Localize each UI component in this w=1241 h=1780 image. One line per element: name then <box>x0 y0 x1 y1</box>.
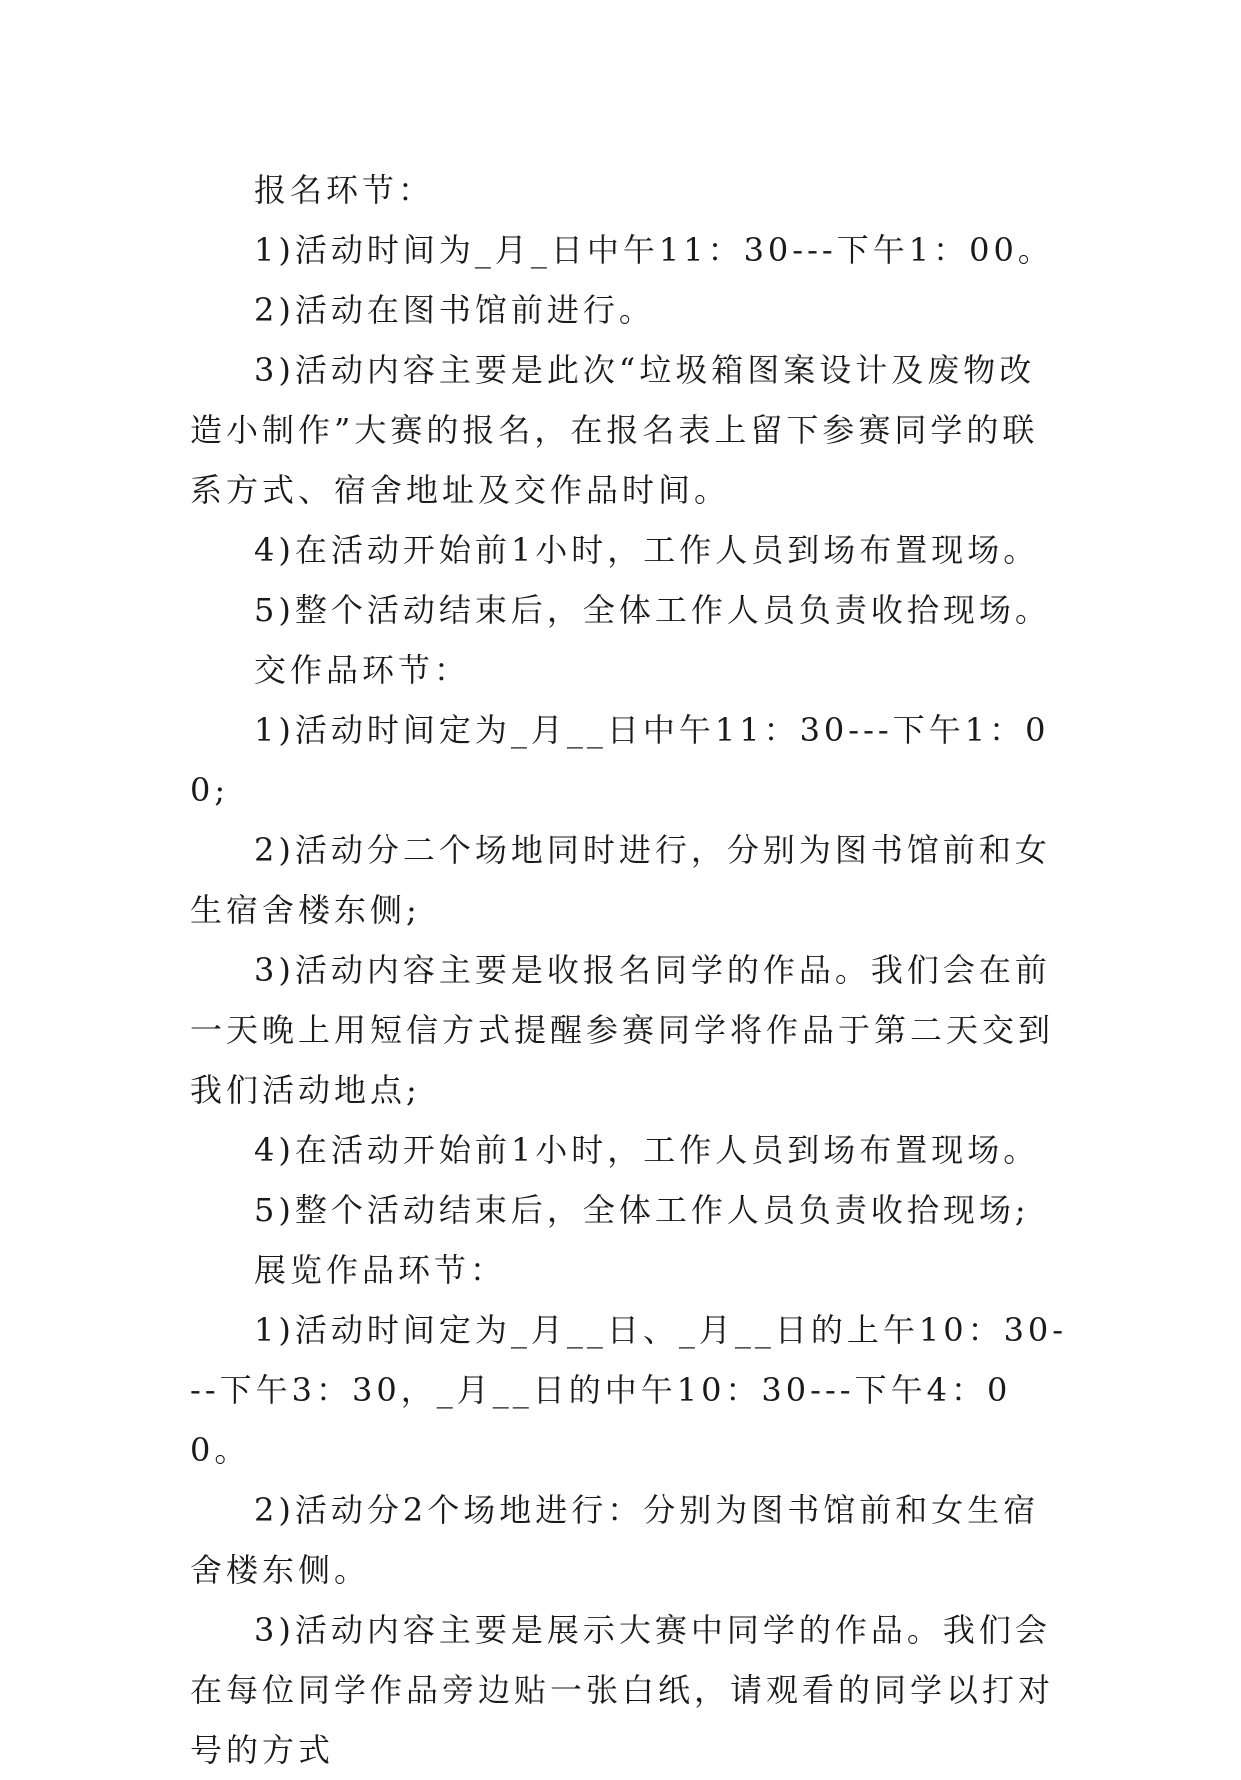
paragraph: 3)活动内容主要是此次“垃圾箱图案设计及废物改造小制作”大赛的报名，在报名表上留下参赛同学的联系方式、宿舍地址及交作品时间。 <box>190 351 1039 509</box>
paragraph: 2)活动分二个场地同时进行，分别为图书馆前和女生宿舍楼东侧; <box>190 831 1051 929</box>
paragraph: 1)活动时间为_月_日中午11：30---下午1：00。 <box>254 231 1054 269</box>
paragraph: 3)活动内容主要是展示大赛中同学的作品。我们会在每位同学作品旁边贴一张白纸，请观看的同学以打对号的方式 <box>190 1611 1055 1769</box>
paragraph: 1)活动时间定为_月__日中午11：30---下午1：00; <box>190 711 1050 809</box>
section-heading-registration: 报名环节： <box>254 171 435 209</box>
paragraph: 2)活动在图书馆前进行。 <box>254 291 655 329</box>
paragraph: 5)整个活动结束后，全体工作人员负责收拾现场。 <box>254 591 1051 629</box>
paragraph: 4)在活动开始前1小时，工作人员到场布置现场。 <box>254 531 1040 569</box>
paragraph: 3)活动内容主要是收报名同学的作品。我们会在前一天晚上用短信方式提醒参赛同学将作品于第二天交到我们活动地点; <box>190 951 1055 1109</box>
paragraph: 2)活动分2个场地进行：分别为图书馆前和女生宿舍楼东侧。 <box>190 1491 1040 1589</box>
section-heading-submission: 交作品环节： <box>254 651 471 689</box>
paragraph: 4)在活动开始前1小时，工作人员到场布置现场。 <box>254 1131 1040 1169</box>
section-heading-exhibition: 展览作品环节： <box>254 1251 507 1289</box>
paragraph: 5)整个活动结束后，全体工作人员负责收拾现场; <box>254 1191 1030 1229</box>
paragraph: 1)活动时间定为_月__日、_月__日的上午10：30---下午3：30，_月__日的中午10：30---下午4：00。 <box>190 1311 1068 1469</box>
document-body <box>190 160 1070 1780</box>
